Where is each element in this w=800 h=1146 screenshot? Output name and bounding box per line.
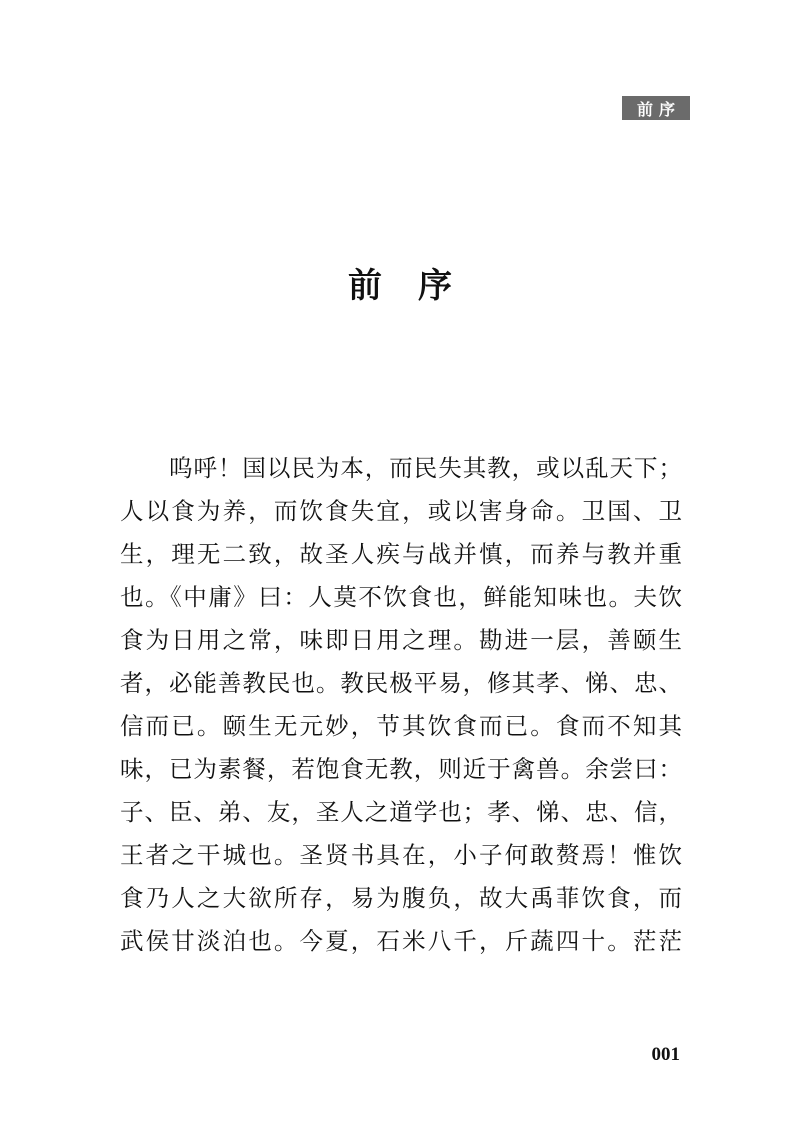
- text-line: 武侯甘淡泊也。今夏，石米八千，斤蔬四十。茫茫: [120, 927, 682, 955]
- text-line: 也。《中庸》曰：人莫不饮食也，鲜能知味也。夫饮: [120, 583, 682, 611]
- text-line: 生，理无二致，故圣人疾与战并慎，而养与教并重: [120, 540, 682, 568]
- text-line: 子、臣、弟、友，圣人之道学也；孝、悌、忠、信，: [120, 798, 682, 826]
- text-line: 王者之干城也。圣贤书具在，小子何敢赘焉！惟饮: [120, 841, 682, 869]
- text-line: 呜呼！国以民为本，而民失其教，或以乱天下；: [169, 454, 682, 482]
- text-line: 者，必能善教民也。教民极平易，修其孝、悌、忠、: [120, 669, 682, 697]
- text-line: 信而已。颐生无元妙，节其饮食而已。食而不知其: [120, 712, 682, 740]
- text-line: 食为日用之常，味即日用之理。勘进一层，善颐生: [120, 626, 682, 654]
- text-line: 食乃人之大欲所存，易为腹负，故大禹菲饮食，而: [120, 884, 682, 912]
- text-line: 人以食为养，而饮食失宜，或以害身命。卫国、卫: [120, 497, 682, 525]
- body-text: [120, 447, 682, 963]
- section-header-tab: 前序: [622, 96, 690, 120]
- chapter-title: 前序: [348, 266, 488, 306]
- text-line: 味，已为素餐，若饱食无教，则近于禽兽。余尝曰：: [120, 755, 682, 783]
- page-number: 001: [651, 1044, 680, 1065]
